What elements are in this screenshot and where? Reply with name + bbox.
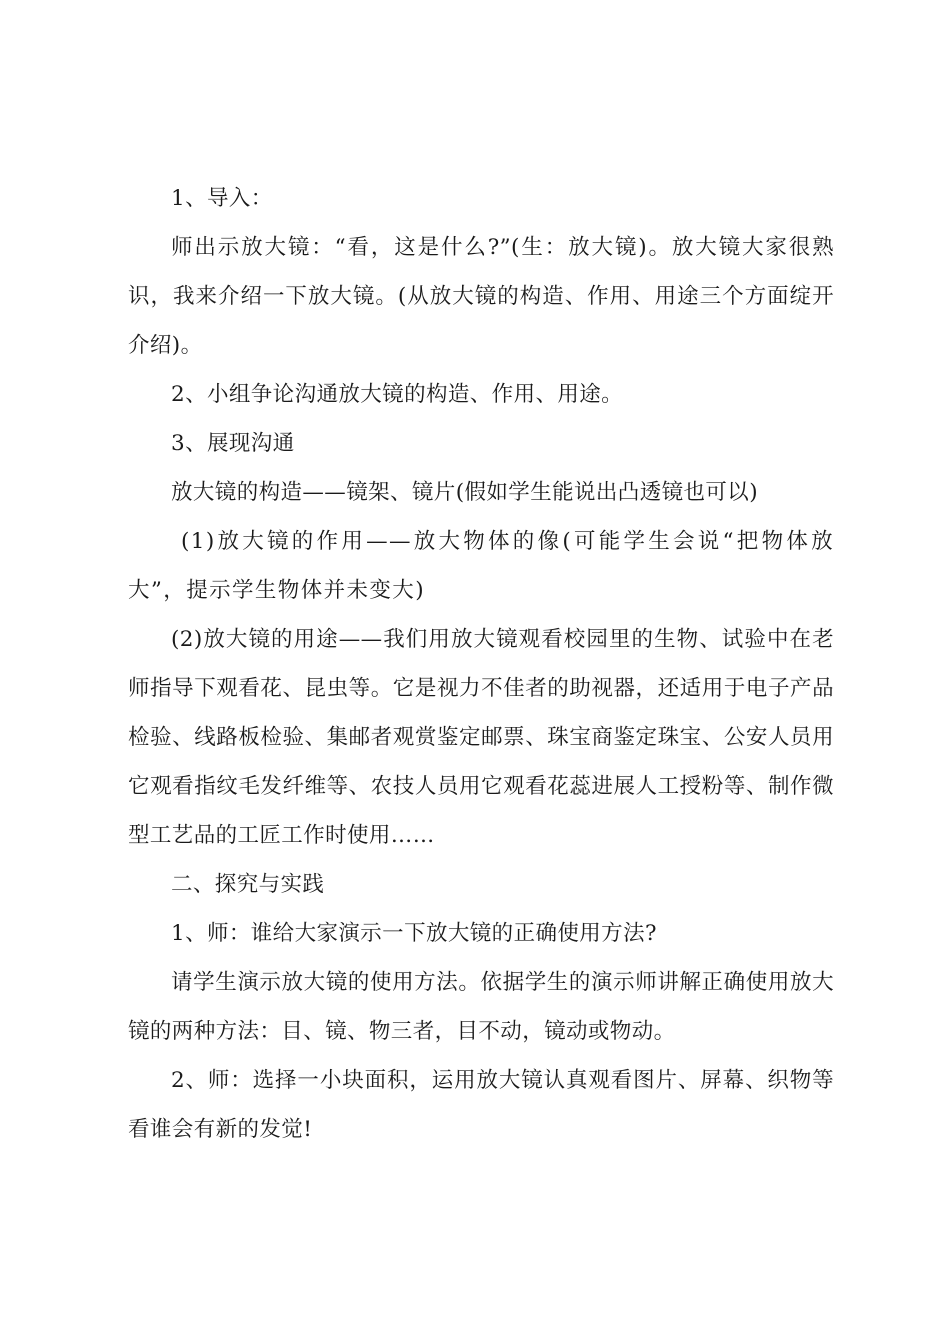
paragraph-show-communicate: 3、展现沟通: [171, 431, 295, 456]
section-intro-heading: 1、导入：: [171, 186, 273, 211]
section-explore-heading: 二、探究与实践: [171, 872, 325, 897]
paragraph-group-discussion: 2、小组争论沟通放大镜的构造、作用、用途。: [171, 382, 624, 407]
paragraph-structure: 放大镜的构造——镜架、镜片(假如学生能说出凸透镜也可以): [171, 480, 758, 505]
paragraph-observation-task: 2、师：选择一小块面积，运用放大镜认真观看图片、屏幕、织物等看谁会有新的发觉!: [128, 1068, 834, 1142]
paragraph-uses: (2)放大镜的用途——我们用放大镜观看校园里的生物、试验中在老师指导下观看花、昆虫等。它是视力不佳者的助视器，还适用于电子产品检验、线路板检验、集邮者观赏鉴定邮票、珠宝商鉴定珠宝、公安人员用它观看指纹毛发纤维等、农技人员用它观看花蕊进展人工授粉等、制作微型工艺品的工匠工作时使用……: [128, 627, 834, 848]
paragraph-intro: 师出示放大镜：“看，这是什么?”(生：放大镜)。放大镜大家很熟识，我来介绍一下放大镜。(从放大镜的构造、作用、用途三个方面绽开介绍)。: [128, 235, 834, 358]
paragraph-teacher-question: 1、师：谁给大家演示一下放大镜的正确使用方法?: [171, 921, 657, 946]
paragraph-function: (1)放大镜的作用——放大物体的像(可能学生会说“把物体放大”，提示学生物体并未变大): [128, 529, 834, 603]
document-body: [128, 184, 834, 1154]
paragraph-demonstration: 请学生演示放大镜的使用方法。依据学生的演示师讲解正确使用放大镜的两种方法：目、镜、物三者，目不动，镜动或物动。: [128, 970, 834, 1044]
